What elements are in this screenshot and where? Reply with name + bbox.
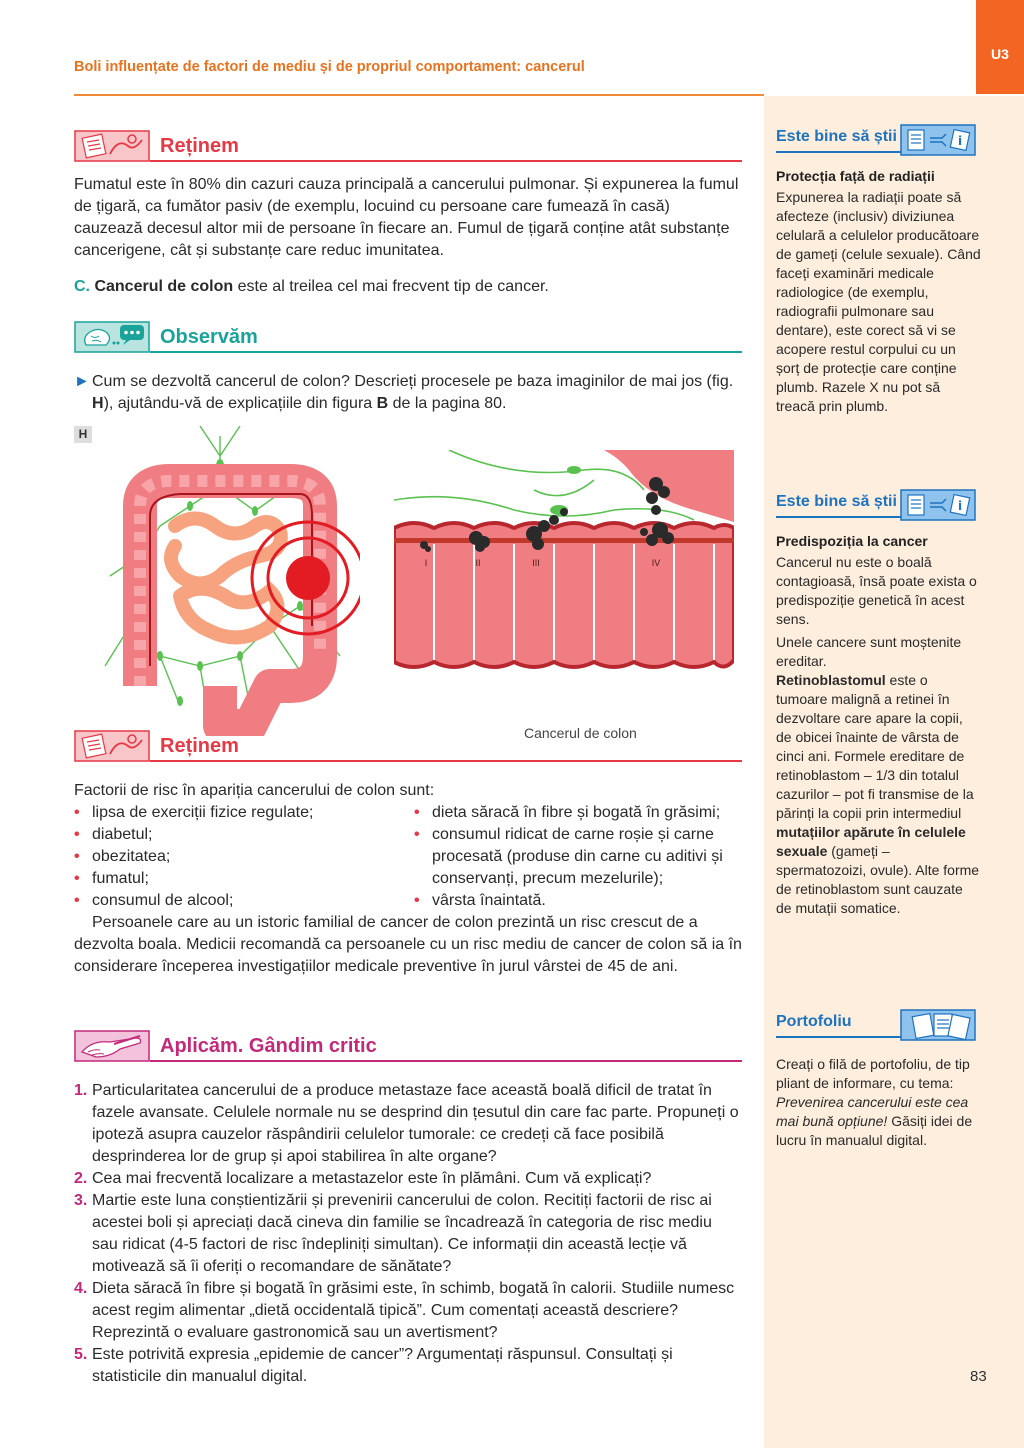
section-heading-retinem [74,130,742,164]
sidebar-paragraph: Cancerul nu este o boală contagioasă, însă poate exista o predispoziție genetică în acest sens. [776,554,977,627]
page-number: 83 [970,1368,987,1385]
retinem-icon [74,130,150,162]
sidebar-title-rule [776,1036,901,1038]
sidebar-text-run: este o tumoare malignă a retinei în dezvoltare care apare la copii, de obicei înainte de vârsta de cinci ani. Formele ereditare de retinoblastom – 1/3 din totalul cazurilor – pot fi transmise de la părinți la copii prin intermediul [776,672,974,821]
portfolio-theme: Prevenirea cancerului este cea mai bună opțiune! [776,1094,969,1129]
info-icon [900,124,976,156]
colon-overview-illustration [100,426,360,736]
sidebar-box-title: Portofoliu [776,1013,852,1030]
section-letter: C. [74,278,90,295]
list-item: • consumul de alcool; [74,890,404,912]
stage-label-3: III [532,558,540,568]
figure-ref: H [92,395,104,412]
svg-text:i: i [957,134,963,148]
running-header: Boli influențate de factori de mediu și de propriul comportament: cancerul [74,59,585,75]
sidebar-box-subtitle: Predispoziția la cancer [776,533,928,549]
header-rule [74,94,764,96]
list-item: • diabetul; [74,824,404,846]
question-number: 3. [74,1192,88,1209]
list-item [74,1344,742,1388]
list-item [74,1190,742,1278]
question-text: Cum se dezvoltă cancerul de colon? Descrieți procesele pe baza imaginilor de mai jos (fig. [92,373,734,390]
sidebar-text-run: (gameți – spermatozoizi, ovule). Alte forme de retinoblastom sunt cauzate de mutații somatice. [776,843,980,916]
question-text: Este potrivită expresia „epidemie de cancer”? Argumentați răspunsul. Consultați și statisticile din manualul digital. [92,1346,673,1385]
colon-wall-cross-section [394,450,734,682]
section-title: Reținem [160,135,239,157]
section-title: Reținem [160,735,239,757]
small-intestine [171,519,281,638]
question-number: 4. [74,1280,88,1297]
question-text: Martie este luna conștientizării și prevenirii cancerului de colon. Recitiți factorii de risc ai acestei boli și apreciați dacă cineva din familie se încadrează în categoria de risc mediu sau ridicat (4-5 factori de risc îndepliniți simultan). Ce informații din această lecție vă motivează să îi oferiți o recomandare de sănătate? [92,1192,712,1275]
section-title: Aplicăm. Gândim critic [160,1035,377,1057]
question-text: de la pagina 80. [388,395,507,412]
section-rule [150,1060,742,1062]
sidebar-paragraph [776,671,981,918]
list-item [74,1080,742,1168]
colon-cancer-term: Cancerul de colon [94,278,234,295]
sidebar-box-predisposition [776,489,981,918]
sidebar-title-rule [776,516,901,518]
sidebar-text-run: Creați o filă de portofoliu, de tip pliant de informare, cu tema: [776,1056,970,1091]
question-number: 1. [74,1082,88,1099]
figure-ref: B [376,395,389,412]
sidebar-box-text [776,553,981,918]
list-item: • vârsta înaintată. [414,890,744,912]
risk-factors-right [414,802,744,912]
list-item: • lipsa de exerciții fizice regulate; [74,802,404,824]
figure-label: H [74,426,92,443]
colon-cancer-statement [74,276,742,298]
family-history-paragraph: Persoanele care au un istoric familial de cancer de colon prezintă un risc crescut de a dezvolta boala. Medicii recomandă ca persoanele cu un risc mediu de cancer de colon să ia în considerare începerea investigațiilor medicale preventive în jurul vârstei de 45 de ani. [74,914,742,975]
statement-text: este al treilea cel mai frecvent tip de cancer. [233,278,549,295]
question-text: Particularitatea cancerului de a produce metastaze face această boală dificil de tratat în fazele avansate. Celulele normale nu se desprind din țesutul din care fac parte. Propuneți o ipoteză asupra cauzelor răspândirii celulelor tumorale: ce credeți că face posibilă desprinderea lor de grup și apoi stabilirea în alte organe? [92,1082,739,1165]
lymph-node [567,466,581,474]
question-number: 5. [74,1346,88,1363]
list-item: • obezitatea; [74,846,404,868]
unit-tab: U3 [976,0,1024,94]
list-item: • dieta săracă în fibre și bogată în grăsimi; [414,802,744,824]
list-item [74,1168,742,1190]
tumor-target [252,522,360,634]
section-title: Observăm [160,326,258,348]
list-item [74,1278,742,1344]
sidebar-box-subtitle: Protecția față de radiații [776,168,935,184]
colon-wall [394,523,734,667]
sidebar-text-run: Găsiți idei de lucru în manualul digital. [776,1113,973,1148]
risk-factors-intro: Factorii de risc în apariția cancerului de colon sunt: [74,782,435,799]
question-text: Dieta săracă în fibre și bogată în grăsimi este, în schimb, bogată în calorii. Studiile numesc acest regim alimentar „dietă occidentală tipică”. Cum comentați această descriere? Reprezintă o evaluare gastronomică sau un avertisment? [92,1280,735,1341]
list-item: • fumatul; [74,868,404,890]
sidebar-box-text: Expunerea la radiații poate să afecteze (inclusiv) diviziunea celulară a celulelor producătoare de gameți (celule sexuale). Când faceți examinări medicale radiologice (de exemplu, radiografii pulmonare sau dentare), este corect să vi se acopere restul corpului cu un șorț de protecție care conține plumb. Razele X nu pot să treacă prin plumb. [776,189,981,414]
list-item: • consumul ridicat de carne roșie și carne procesată (produse din carne cu aditivi și conservanți, precum mezelurile); [414,824,744,890]
info-icon [900,489,976,521]
retinoblastom-term: Retinoblastomul [776,672,886,688]
muscle-layer [394,538,734,543]
section-heading-observam [74,321,742,355]
mutations-term: mutațiilor apărute în celulele sexuale [776,824,966,859]
sidebar-box-radiation [776,124,981,416]
aplicam-icon [74,1030,150,1062]
svg-text:i: i [957,499,963,513]
sidebar-box-title: Este bine să știi [776,493,897,510]
smoking-paragraph: Fumatul este în 80% din cazuri cauza principală a cancerului pulmonar. Și expunerea la fumul de țigară, ca fumător pasiv (de exemplu, locuind cu persoane care fumează în casă) cauzează decesul altor mii de persoane în fiecare an. Fumul de țigară conține atât substanțe cancerigene, cât și substanțe care reduc imunitatea. [74,176,739,259]
section-rule [150,160,742,162]
question-number: 2. [74,1170,88,1187]
section-rule [150,760,742,762]
sidebar-paragraph: Unele cancere sunt moștenite ereditar. [776,634,962,669]
observation-question [74,371,742,415]
figure-caption: Cancerul de colon [524,725,637,741]
observam-icon [74,321,150,353]
section-heading-aplicam [74,1030,742,1064]
question-text: ), ajutându-vă de explicațiile din figura [103,395,377,412]
stage-label-2: II [475,558,481,568]
risk-factors-left [74,802,404,912]
sidebar-title-rule [776,151,901,153]
stage-label-1: I [424,558,428,568]
sidebar-box-text [776,1055,981,1150]
stage-label-4: IV [651,558,661,568]
section-heading-retinem [74,730,742,764]
sidebar-box-title: Este bine să știi [776,128,897,145]
section-rule [150,351,742,353]
critical-thinking-questions [74,1080,742,1388]
triangle-bullet-icon: ► [74,373,90,390]
sidebar-box-portfolio [776,1009,981,1150]
retinem-icon [74,730,150,762]
question-text: Cea mai frecventă localizare a metastazelor este în plămâni. Cum vă explicați? [92,1170,652,1187]
portfolio-icon [900,1009,976,1041]
